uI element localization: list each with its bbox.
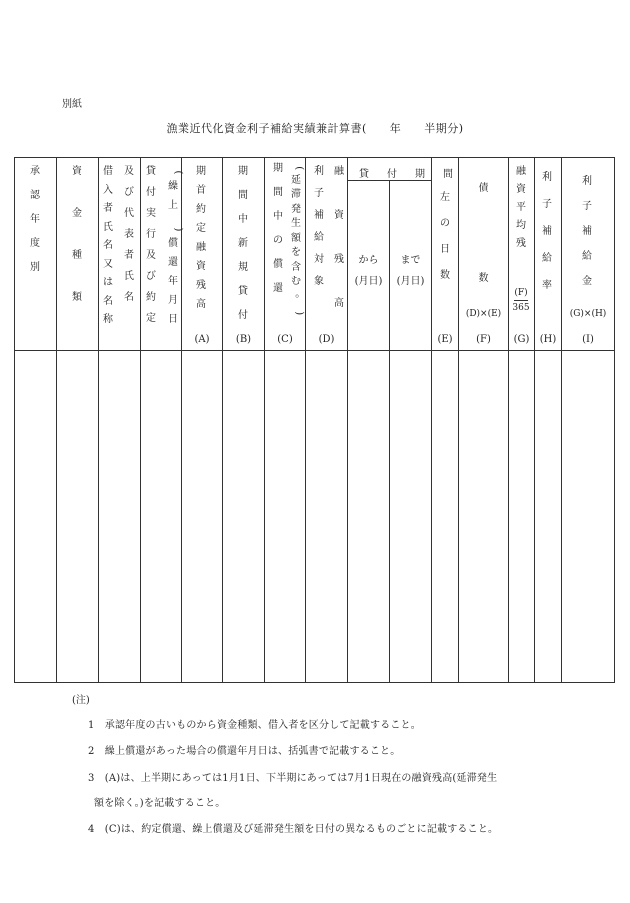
header-code-b: (B): [235, 334, 252, 345]
header-code-g: (G): [513, 334, 530, 345]
table-top-border: [14, 157, 615, 158]
col-line: [534, 157, 535, 683]
header-fraction-denominator: 365: [512, 303, 530, 313]
header-opening-balance: 期 首 約 定 融 資 残 高: [196, 166, 206, 310]
note-3-line-2: 額を除く。)を記載すること。: [94, 798, 226, 809]
header-new-loans: 期 間 中 新 規 貸 付: [238, 166, 248, 321]
header-code-c: (C): [277, 334, 293, 345]
header-subsidy-rate: 利 子 補 給 率: [542, 172, 552, 291]
header-delinquency: ( 延 滞 発 生 額 を 含 む 。 ): [291, 166, 305, 316]
header-subsidy-amount: 利 子 補 給 金: [582, 176, 592, 287]
col-line: [305, 157, 306, 683]
calculation-table: [14, 157, 615, 683]
header-period-to-unit: (月日): [396, 276, 425, 287]
header-period-from: から: [358, 255, 379, 266]
col-line: [614, 157, 615, 683]
col-line: [347, 157, 348, 683]
header-approval-year: 承 認 年 度 別: [30, 166, 40, 273]
header-loan-execution: 貸 付 実 行 及 び 約 定: [146, 166, 156, 324]
header-fraction-bar: [514, 300, 528, 301]
header-code-a: (A): [194, 334, 210, 345]
note-1: 1 承認年度の古いものから資金種類、借入者を区分して記載すること。: [88, 720, 421, 731]
col-line: [98, 157, 99, 683]
col-line: [508, 157, 509, 683]
header-average-balance: 融 資 平 均 残: [516, 166, 526, 249]
header-subsidy-formula: (G)×(H): [569, 309, 607, 319]
table-bottom-border: [14, 682, 615, 683]
header-representative: 及 び 代 表 者 氏 名: [124, 166, 134, 303]
notes-heading: (注): [72, 695, 90, 706]
header-code-h: (H): [539, 334, 557, 345]
header-repayment-date: ( 繰 上 ) 償 還 年 月 日: [168, 170, 184, 325]
document-title: 漁業近代化資金利子補給実績兼計算書( 年 半期分): [166, 122, 464, 135]
note-4: 4 (C)は、約定償還、繰上償還及び延滞発生額を日付の異なるものごとに記載すること。: [88, 824, 499, 835]
note-2: 2 繰上償還があった場合の償還年月日は、括弧書で記載すること。: [88, 746, 401, 757]
header-loan-balance: 融 資 残 高: [334, 166, 344, 309]
header-code-e: (E): [437, 334, 453, 345]
col-line: [264, 157, 265, 683]
header-repayment: 期 間 中 の 償 還: [273, 163, 283, 294]
header-subsidy-target: 利 子 補 給 対 象: [314, 166, 324, 287]
col-line: [458, 157, 459, 683]
header-code-f: (F): [476, 334, 491, 345]
header-borrower-name: 借 入 者 氏 名 又 は 名 称: [103, 166, 113, 325]
header-product-bottom: 数: [478, 273, 489, 284]
col-line: [140, 157, 141, 683]
col-line: [431, 157, 432, 683]
table-header-divider: [14, 350, 615, 351]
col-line: [561, 157, 562, 683]
document-label: 別紙: [62, 99, 82, 110]
header-days: 左 の 日 数: [440, 192, 450, 281]
header-product-formula: (D)×(E): [465, 309, 502, 319]
header-product-top: 債: [478, 183, 489, 194]
note-3-line-1: 3 (A)は、上半期にあっては1月1日、下半期にあっては7月1日現在の融資残高(延滞発生: [88, 773, 498, 784]
col-line: [222, 157, 223, 683]
col-line: [14, 157, 15, 683]
header-period-to: まで: [400, 255, 421, 266]
header-period-from-unit: (月日): [354, 276, 383, 287]
header-loan-period: 貸付期間: [359, 169, 471, 180]
header-fraction-numerator: (F): [514, 288, 528, 298]
col-line: [56, 157, 57, 683]
header-code-d: (D): [318, 334, 335, 345]
header-fund-type: 資 金 種 類: [72, 166, 82, 303]
header-code-i: (I): [582, 334, 594, 345]
